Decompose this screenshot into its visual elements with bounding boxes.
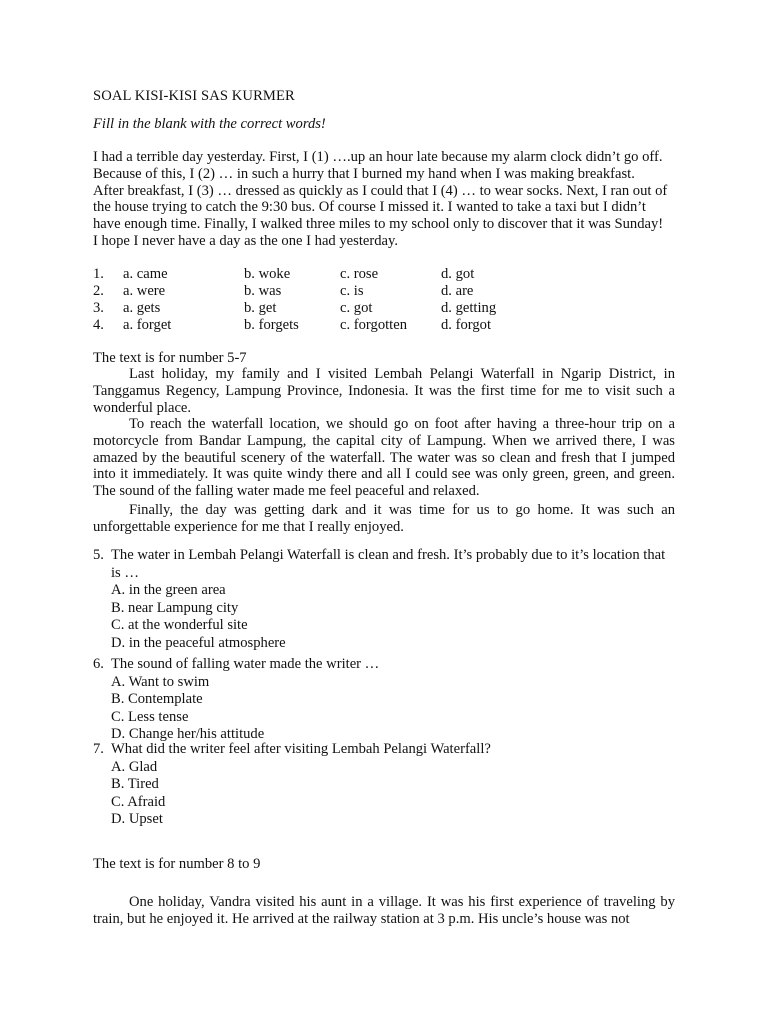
answer-option: D. Upset <box>111 811 163 827</box>
question-6 <box>93 656 675 744</box>
option-c: c. is <box>340 282 364 299</box>
passage-2-paragraph-2: To reach the waterfall location, we should go on foot after having a three-hour trip on a motorcycle from Bandar Lampung, the capital city of Lampung. When we arrived there, I was amazed by the beautiful scenery of the waterfall. The water was so clean and fresh that I jumped into it immediately. It was quite windy there and all I could see was only green, green, and green. The sound of the falling water made me feel peaceful and relaxed. <box>93 416 675 500</box>
option-number: 1. <box>93 266 104 282</box>
answer-option: D. Change her/his attitude <box>111 726 265 742</box>
option-d: d. forgot <box>441 316 491 333</box>
passage-2-paragraph-3: Finally, the day was getting dark and it was time for us to go home. It was such an unforgettable experience for me that I really enjoyed. <box>93 502 675 535</box>
answer-option: D. in the peaceful atmosphere <box>111 634 286 651</box>
question-5 <box>93 547 675 652</box>
answer-option: A. in the green area <box>111 582 226 598</box>
question-text: The water in Lembah Pelangi Waterfall is clean and fresh. It’s probably due to it’s location that is … <box>111 547 666 581</box>
question-text: The sound of falling water made the writer … <box>111 656 380 672</box>
answer-option: C. Less tense <box>111 708 189 725</box>
option-number: 3. <box>93 299 104 316</box>
answer-option: B. Tired <box>111 776 159 792</box>
document-title: SOAL KISI-KISI SAS KURMER <box>93 88 295 104</box>
option-b: b. forgets <box>244 316 299 333</box>
answer-option: C. Afraid <box>111 793 166 810</box>
answer-option: B. near Lampung city <box>111 599 239 616</box>
option-a: a. forget <box>123 316 172 333</box>
option-b: b. was <box>244 282 282 299</box>
option-c: c. got <box>340 299 373 316</box>
passage-2-paragraph-1: Last holiday, my family and I visited Lembah Pelangi Waterfall in Ngarip District, in Tanggamus Regency, Lampung Province, Indonesia. It was the first time for me to visit such a wonderful place. <box>93 366 675 416</box>
option-number: 4. <box>93 316 104 333</box>
question-text: What did the writer feel after visiting Lembah Pelangi Waterfall? <box>111 741 491 757</box>
section-heading-5-7: The text is for number 5-7 <box>93 350 247 366</box>
option-d: d. getting <box>441 299 497 316</box>
passage-1: I had a terrible day yesterday. First, I (1) ….up an hour late because my alarm clock didn’t go off. Because of this, I (2) … in such a hurry that I burned my hand when I was making breakfast. After breakfast, I (3) … dressed as quickly as I could that I (4) … to wear socks. Next, I ran out of the house trying to catch the 9:30 bus. Of course I missed it. I wanted to take a taxi but I didn’t have enough time. Finally, I walked three miles to my school only to discover that it was Sunday! I hope I never have a day as the one I had yesterday. <box>93 149 668 249</box>
section-heading-8-9: The text is for number 8 to 9 <box>93 856 261 872</box>
option-c: c. rose <box>340 266 379 282</box>
question-number: 6. <box>93 656 104 672</box>
option-d: d. are <box>441 282 474 299</box>
answer-option: B. Contemplate <box>111 691 203 707</box>
answer-option: A. Glad <box>111 758 158 775</box>
question-number: 5. <box>93 547 104 563</box>
option-a: a. gets <box>123 299 161 316</box>
answer-option: A. Want to swim <box>111 673 210 690</box>
question-number: 7. <box>93 741 104 757</box>
answer-option: C. at the wonderful site <box>111 617 248 633</box>
passage-3: One holiday, Vandra visited his aunt in a village. It was his first experience of traveling by train, but he enjoyed it. He arrived at the railway station at 3 p.m. His uncle’s house was not <box>93 894 675 927</box>
option-c: c. forgotten <box>340 316 408 333</box>
question-7 <box>93 741 675 829</box>
option-b: b. woke <box>244 266 291 282</box>
option-b: b. get <box>244 299 277 316</box>
option-number: 2. <box>93 282 104 299</box>
option-a: a. were <box>123 282 166 299</box>
option-a: a. came <box>123 266 168 282</box>
instruction-text: Fill in the blank with the correct words! <box>93 116 326 132</box>
option-d: d. got <box>441 266 475 282</box>
